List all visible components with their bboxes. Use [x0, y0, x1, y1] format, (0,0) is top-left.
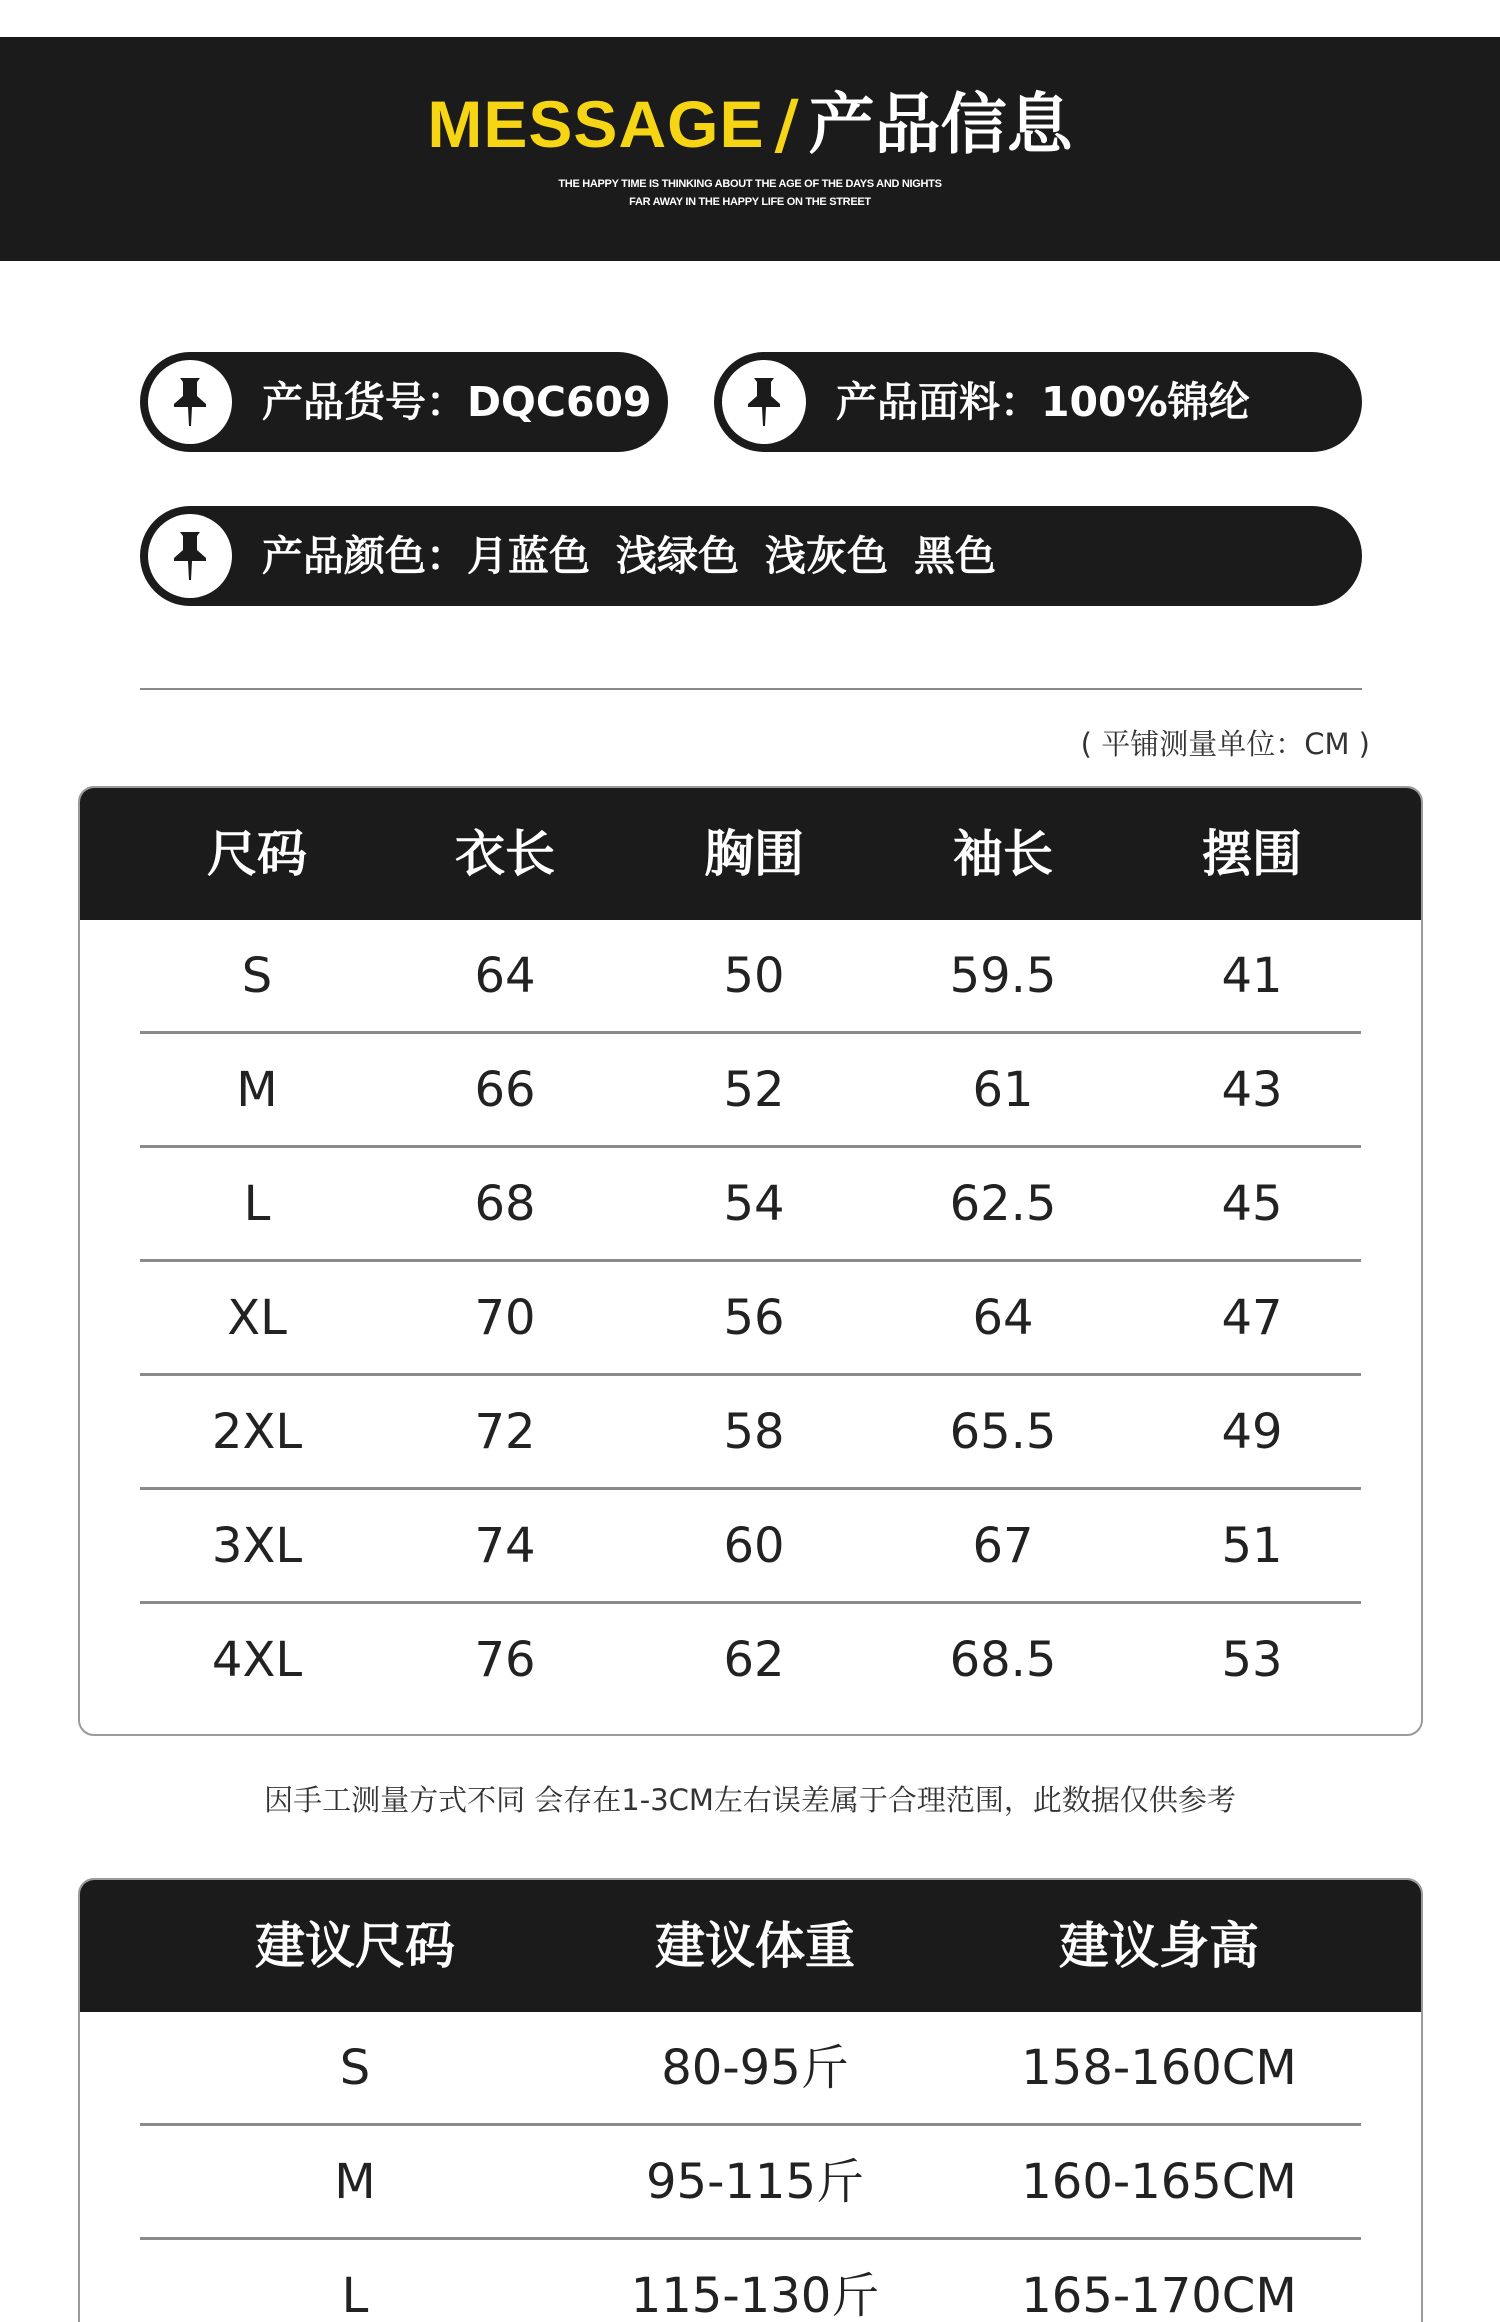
fabric-pill — [714, 352, 1362, 452]
table-row — [80, 2240, 1421, 2322]
pushpin-icon — [148, 360, 232, 444]
page-title — [0, 86, 1500, 163]
cell-recommended-height: 158-160CM — [1021, 2040, 1297, 2096]
banner-subtitle — [0, 175, 1500, 211]
item-number-pill — [140, 352, 668, 452]
pushpin-icon — [722, 360, 806, 444]
subtitle-line-2: FAR AWAY IN THE HAPPY LIFE ON THE STREET — [629, 196, 871, 208]
pushpin-icon — [148, 514, 232, 598]
cell-size: XL — [227, 1290, 287, 1346]
cell-chest: 50 — [723, 948, 785, 1004]
cell-chest: 52 — [723, 1062, 785, 1118]
header-recommended-weight: 建议体重 — [655, 1917, 855, 1975]
header-recommended-size: 建议尺码 — [255, 1917, 455, 1975]
cell-hem: 47 — [1221, 1290, 1283, 1346]
cell-sleeve: 64 — [972, 1290, 1034, 1346]
measurement-disclaimer: 因手工测量方式不同 会存在1-3CM左右误差属于合理范围，此数据仅供参考 — [264, 1783, 1236, 1817]
header-recommended-height: 建议身高 — [1059, 1917, 1259, 1975]
cell-recommended-height: 165-170CM — [1021, 2268, 1297, 2322]
table-row — [80, 2012, 1421, 2126]
table-row — [80, 1262, 1421, 1376]
cell-sleeve: 62.5 — [949, 1176, 1057, 1232]
cell-hem: 53 — [1221, 1632, 1283, 1688]
cell-length: 76 — [474, 1632, 536, 1688]
color-option: 月蓝色 — [467, 532, 590, 580]
cell-chest: 60 — [723, 1518, 785, 1574]
table-row — [80, 1490, 1421, 1604]
cell-sleeve: 67 — [972, 1518, 1034, 1574]
cell-hem: 45 — [1221, 1176, 1283, 1232]
header-banner — [0, 37, 1500, 261]
header-length: 衣长 — [455, 825, 555, 883]
color-option: 浅灰色 — [765, 532, 888, 580]
cell-sleeve: 68.5 — [949, 1632, 1057, 1688]
color-option: 浅绿色 — [616, 532, 739, 580]
cell-size: 2XL — [211, 1404, 303, 1460]
header-sleeve: 袖长 — [953, 825, 1053, 883]
cell-sleeve: 59.5 — [949, 948, 1057, 1004]
cell-chest: 54 — [723, 1176, 785, 1232]
cell-length: 72 — [474, 1404, 536, 1460]
subtitle-line-1: THE HAPPY TIME IS THINKING ABOUT THE AGE OF THE DAYS AND NIGHTS — [558, 178, 942, 190]
recommendation-table — [78, 1878, 1423, 2322]
table-row — [80, 1604, 1421, 1718]
cell-length: 66 — [474, 1062, 536, 1118]
cell-length: 64 — [474, 948, 536, 1004]
header-chest: 胸围 — [704, 825, 804, 883]
title-slash: / — [774, 86, 799, 163]
cell-recommended-size: L — [341, 2268, 369, 2322]
size-table — [78, 786, 1423, 1736]
cell-length: 70 — [474, 1290, 536, 1346]
cell-recommended-size: S — [339, 2040, 371, 2096]
cell-size: 4XL — [211, 1632, 303, 1688]
cell-size: M — [236, 1062, 278, 1118]
cell-sleeve: 65.5 — [949, 1404, 1057, 1460]
cell-chest: 58 — [723, 1404, 785, 1460]
header-hem: 摆围 — [1202, 825, 1302, 883]
colors-text — [262, 506, 996, 606]
colors-pill — [140, 506, 1362, 606]
recommendation-table-header — [80, 1880, 1421, 2012]
table-row — [80, 1148, 1421, 1262]
section-divider — [140, 688, 1362, 690]
color-option: 黑色 — [914, 532, 996, 580]
cell-length: 68 — [474, 1176, 536, 1232]
cell-sleeve: 61 — [972, 1062, 1034, 1118]
cell-size: L — [243, 1176, 271, 1232]
cell-hem: 41 — [1221, 948, 1283, 1004]
cell-length: 74 — [474, 1518, 536, 1574]
cell-chest: 62 — [723, 1632, 785, 1688]
cell-recommended-weight: 95-115斤 — [645, 2154, 865, 2210]
table-row — [80, 920, 1421, 1034]
item-number-text: 产品货号：DQC609 — [262, 378, 652, 426]
table-row — [80, 2126, 1421, 2240]
size-table-header — [80, 788, 1421, 920]
colors-label: 产品颜色： — [262, 532, 467, 580]
cell-size: 3XL — [211, 1518, 303, 1574]
cell-size: S — [241, 948, 273, 1004]
cell-hem: 49 — [1221, 1404, 1283, 1460]
header-size: 尺码 — [207, 825, 307, 883]
cell-recommended-weight: 80-95斤 — [661, 2040, 849, 2096]
measurement-unit-note: ( 平铺测量单位：CM ) — [1080, 727, 1370, 761]
cell-hem: 43 — [1221, 1062, 1283, 1118]
cell-chest: 56 — [723, 1290, 785, 1346]
cell-hem: 51 — [1221, 1518, 1283, 1574]
table-row — [80, 1376, 1421, 1490]
table-row — [80, 1034, 1421, 1148]
cell-recommended-size: M — [334, 2154, 376, 2210]
title-chinese: 产品信息 — [808, 86, 1073, 163]
fabric-text: 产品面料：100%锦纶 — [836, 378, 1250, 426]
title-english: MESSAGE — [427, 87, 765, 161]
cell-recommended-height: 160-165CM — [1021, 2154, 1297, 2210]
cell-recommended-weight: 115-130斤 — [630, 2268, 880, 2322]
